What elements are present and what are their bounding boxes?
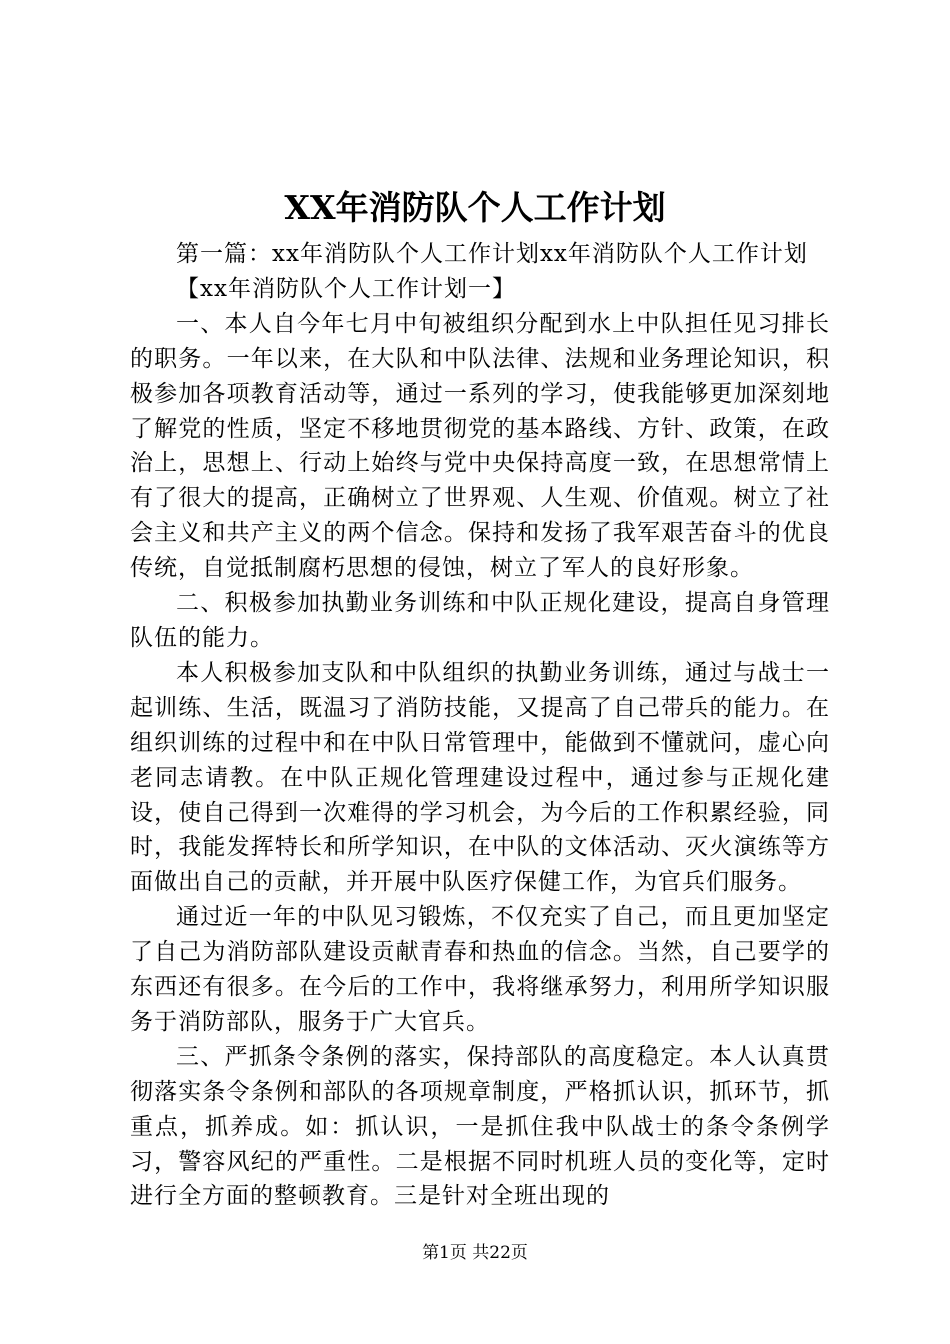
paragraph-training: 本人积极参加支队和中队组织的执勤业务训练，通过与战士一起训练、生活，既温习了消防技能，又提高了自己带兵的能力。在组织训练的过程中和在中队日常管理中，能做到不懂就问，虚心向老同志请教。在中队正规化管理建设过程中，通过参与正规化建设，使自己得到一次难得的学习机会，为今后的工作积累经验，同时，我能发挥特长和所学知识，在中队的文体活动、灭火演练等方面做出自己的贡献，并开展中队医疗保健工作，为官兵们服务。	[130, 659, 830, 896]
paragraph-item-two: 二、积极参加执勤业务训练和中队正规化建设，提高自身管理队伍的能力。	[130, 590, 830, 651]
paragraph-item-one: 一、本人自今年七月中旬被组织分配到水上中队担任见习排长的职务。一年以来，在大队和中队法律、法规和业务理论知识，积极参加各项教育活动等，通过一系列的学习，使我能够更加深刻地了解党的性质，坚定不移地贯彻党的基本路线、方针、政策，在政治上，思想上、行动上始终与党中央保持高度一致，在思想常情上有了很大的提高，正确树立了世界观、人生观、价值观。树立了社会主义和共产主义的两个信念。保持和发扬了我军艰苦奋斗的优良传统，自觉抵制腐朽思想的侵蚀，树立了军人的良好形象。	[130, 310, 830, 582]
document-title: XX年消防队个人工作计划	[284, 188, 666, 227]
paragraph-item-three: 三、严抓条令条例的落实，保持部队的高度稳定。本人认真贯彻落实条令条例和部队的各项规章制度，严格抓认识，抓环节，抓重点，抓养成。如：抓认识，一是抓住我中队战士的条令条例学习，警容风纪的严重性。二是根据不同时机班人员的变化等，定时进行全方面的整顿教育。三是针对全班出现的	[130, 1043, 830, 1210]
paragraph-section-heading: 【xx年消防队个人工作计划一】	[176, 275, 516, 302]
page-footer: 第1页 共22页	[422, 1243, 528, 1263]
document-body	[130, 237, 830, 1214]
paragraph-reflection: 通过近一年的中队见习锻炼，不仅充实了自己，而且更加坚定了自己为消防部队建设贡献青春和热血的信念。当然，自己要学的东西还有很多。在今后的工作中，我将继承努力，利用所学知识服务于消防部队，服务于广大官兵。	[130, 904, 830, 1035]
paragraph-intro: 第一篇：xx年消防队个人工作计划xx年消防队个人工作计划	[176, 241, 808, 267]
